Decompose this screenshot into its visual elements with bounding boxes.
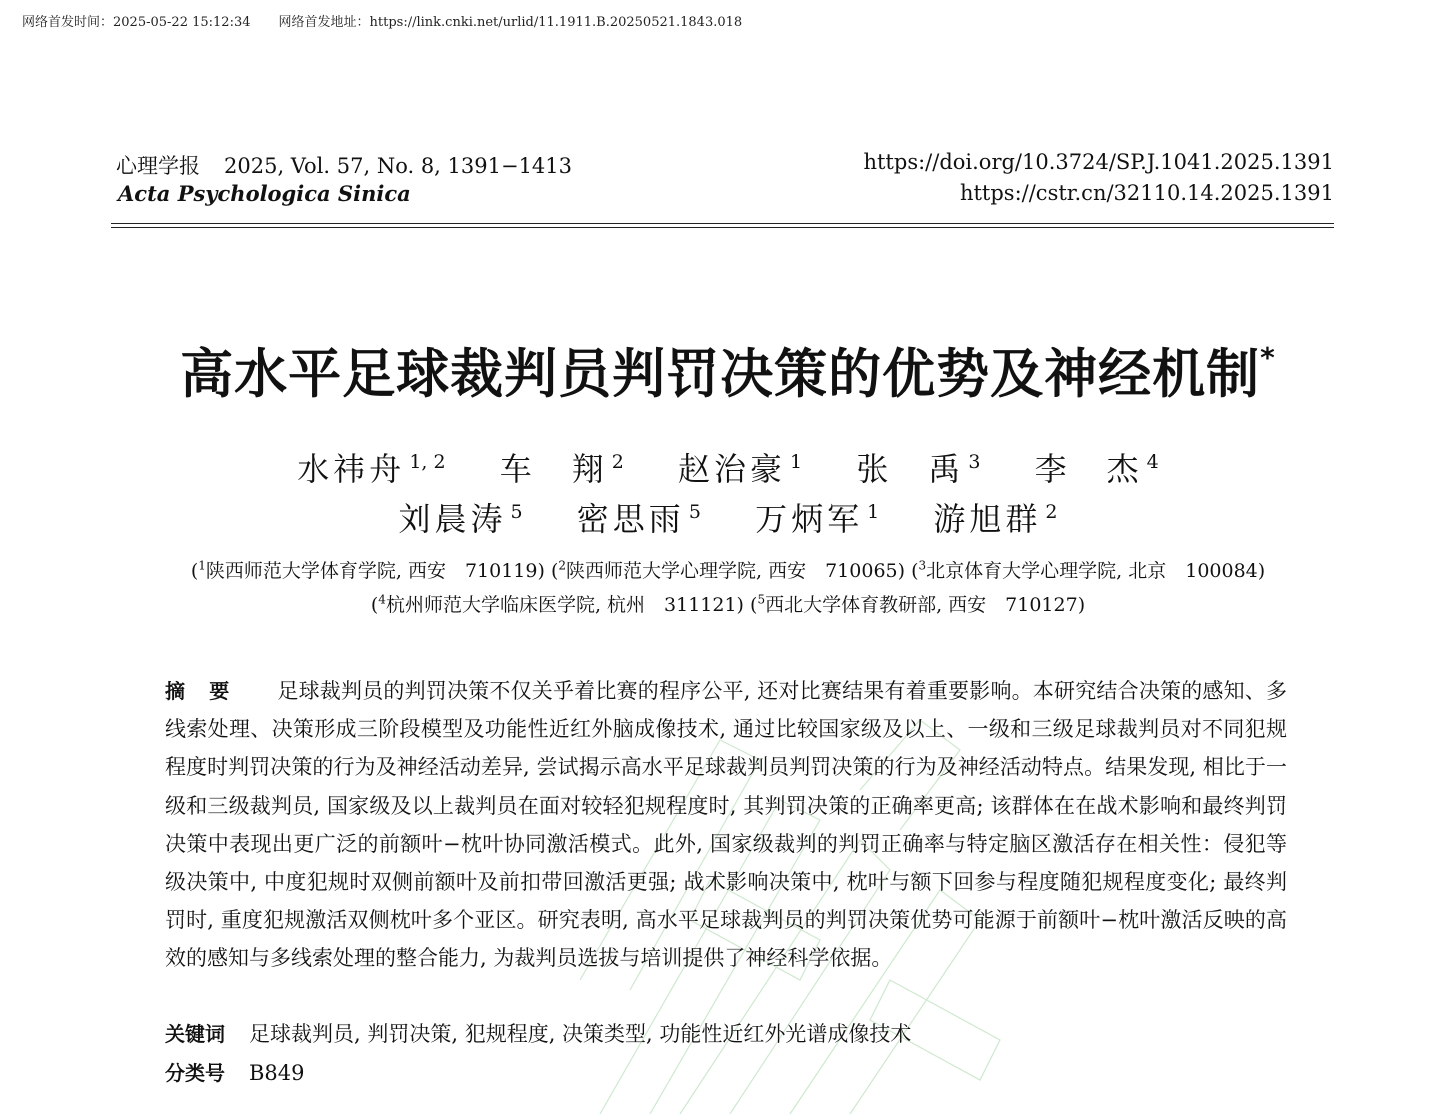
header-rule-thick [111, 223, 1334, 224]
affiliation-number: 4 [378, 592, 386, 607]
author-affiliation-mark: 4 [1146, 451, 1159, 474]
author-name: 水祎舟 [297, 450, 406, 488]
affiliation-text: 杭州师范大学临床医学院, 杭州 311121) [385, 594, 744, 616]
keywords-label: 关键词 [165, 1022, 225, 1046]
author-affiliation-mark: 2 [1045, 501, 1058, 524]
author-affiliation-mark: 1 [790, 451, 803, 474]
author [577, 500, 701, 538]
author-affiliation-mark: 1, 2 [409, 451, 446, 474]
affiliation-text: 陕西师范大学心理学院, 西安 710065) [566, 560, 906, 582]
title-footnote-mark: * [1260, 341, 1276, 375]
author [1035, 450, 1159, 488]
affiliation: ($^1$陕西师范大学体育学院, 西安 710119) [190, 558, 545, 582]
affiliation-text: 陕西师范大学体育学院, 西安 710119) [205, 560, 545, 582]
classification [165, 1057, 305, 1086]
author-list-row1 [0, 444, 1456, 490]
affiliation: ($^2$陕西师范大学心理学院, 西安 710065) [550, 558, 906, 582]
author-name: 万炳军 [755, 500, 864, 538]
author [755, 500, 879, 538]
author-affiliation-mark: 2 [611, 451, 624, 474]
author [500, 450, 624, 488]
author-affiliation-mark: 3 [968, 451, 981, 474]
author-name: 刘晨涛 [398, 500, 507, 538]
author-name: 张 禹 [856, 450, 965, 488]
affiliation-text: 北京体育大学心理学院, 北京 100084) [926, 560, 1266, 582]
affiliations-row1 [0, 556, 1456, 583]
keywords [165, 1018, 911, 1048]
journal-citation [116, 150, 572, 180]
cstr-link[interactable]: https://cstr.cn/32110.14.2025.1391 [959, 181, 1334, 205]
article-title-text: 高水平足球裁判员判罚决策的优势及神经机制 [180, 344, 1261, 405]
classification-label: 分类号 [165, 1061, 225, 1085]
affiliations-row2 [0, 590, 1456, 617]
abstract-text: 足球裁判员的判罚决策不仅关乎着比赛的程序公平, 还对比赛结果有着重要影响。本研究结合决策的感知、多线索处理、决策形成三阶段模型及功能性近红外脑成像技术, 通过比较国家级及以上、一级和三级足球裁判员对不同犯规程度时判罚决策的行为及神经活动差异, 尝试揭示高水平足球裁判员判罚决策的行为及神经活动特点。结果发现, 相比于一级和三级裁判员, 国家级及以上裁判员在面对较轻犯规程度时, 其判罚决策的正确率更高; 该群体在在战术影响和最终判罚决策中表现出更广泛的前额叶−枕叶协同激活模式。此外, 国家级裁判的判罚正确率与特定脑区激活存在相关性：侵犯等级决策中, 中度犯规时双侧前额叶及前扣带回激活更强; 战术影响决策中, 枕叶与额下回参与程度随犯规程度变化; 最终判罚时, 重度犯规激活双侧枕叶多个亚区。研究表明, 高水平足球裁判员的判罚决策优势可能源于前额叶−枕叶激活反映的高效的感知与多线索处理的整合能力, 为裁判员选拔与培训提供了神经科学依据。 [165, 679, 1287, 971]
journal-volume: 2025, Vol. 57, No. 8, 1391−1413 [224, 154, 573, 178]
online-url-label: 网络首发地址： [278, 15, 370, 30]
affiliation-number: 3 [918, 558, 927, 573]
online-time: 2025-05-22 15:12:34 [113, 15, 251, 30]
affiliation: ($^5$西北大学体育教研部, 西安 710127) [750, 592, 1086, 616]
online-time-label: 网络首发时间： [22, 15, 114, 30]
affiliation: ($^4$杭州师范大学临床医学院, 杭州 311121) [370, 592, 744, 616]
doi-link[interactable]: https://doi.org/10.3724/SP.J.1041.2025.1391 [863, 150, 1334, 174]
affiliation-number: 5 [757, 592, 766, 607]
author-affiliation-mark: 5 [688, 501, 701, 524]
author-list-row2 [0, 494, 1456, 540]
article-title [0, 332, 1456, 408]
author-name: 密思雨 [576, 500, 685, 538]
author-name: 车 翔 [499, 450, 608, 488]
online-publication-bar [22, 11, 742, 30]
classification-number: B849 [249, 1061, 305, 1085]
header-rule-thin [111, 227, 1334, 228]
journal-name-en: Acta Psychologica Sinica [118, 181, 411, 206]
author-affiliation-mark: 1 [867, 501, 880, 524]
abstract-label: 摘要 [165, 679, 254, 703]
online-url-link[interactable]: https://link.cnki.net/urlid/11.1911.B.20250521.1843.018 [369, 15, 743, 30]
author-name: 李 杰 [1034, 450, 1143, 488]
affiliation: ($^3$北京体育大学心理学院, 北京 100084) [911, 558, 1266, 582]
journal-name-cn: 心理学报 [116, 154, 200, 178]
abstract [165, 672, 1287, 978]
author [297, 450, 445, 488]
keywords-text: 足球裁判员, 判罚决策, 犯规程度, 决策类型, 功能性近红外光谱成像技术 [249, 1022, 912, 1046]
author [933, 500, 1057, 538]
affiliation-number: 1 [198, 558, 206, 573]
author [678, 450, 802, 488]
author [856, 450, 980, 488]
author-name: 游旭群 [933, 500, 1042, 538]
author-name: 赵治豪 [678, 450, 787, 488]
author [399, 500, 523, 538]
affiliation-number: 2 [558, 558, 567, 573]
author-affiliation-mark: 5 [510, 501, 523, 524]
affiliation-text: 西北大学体育教研部, 西安 710127) [765, 594, 1086, 616]
